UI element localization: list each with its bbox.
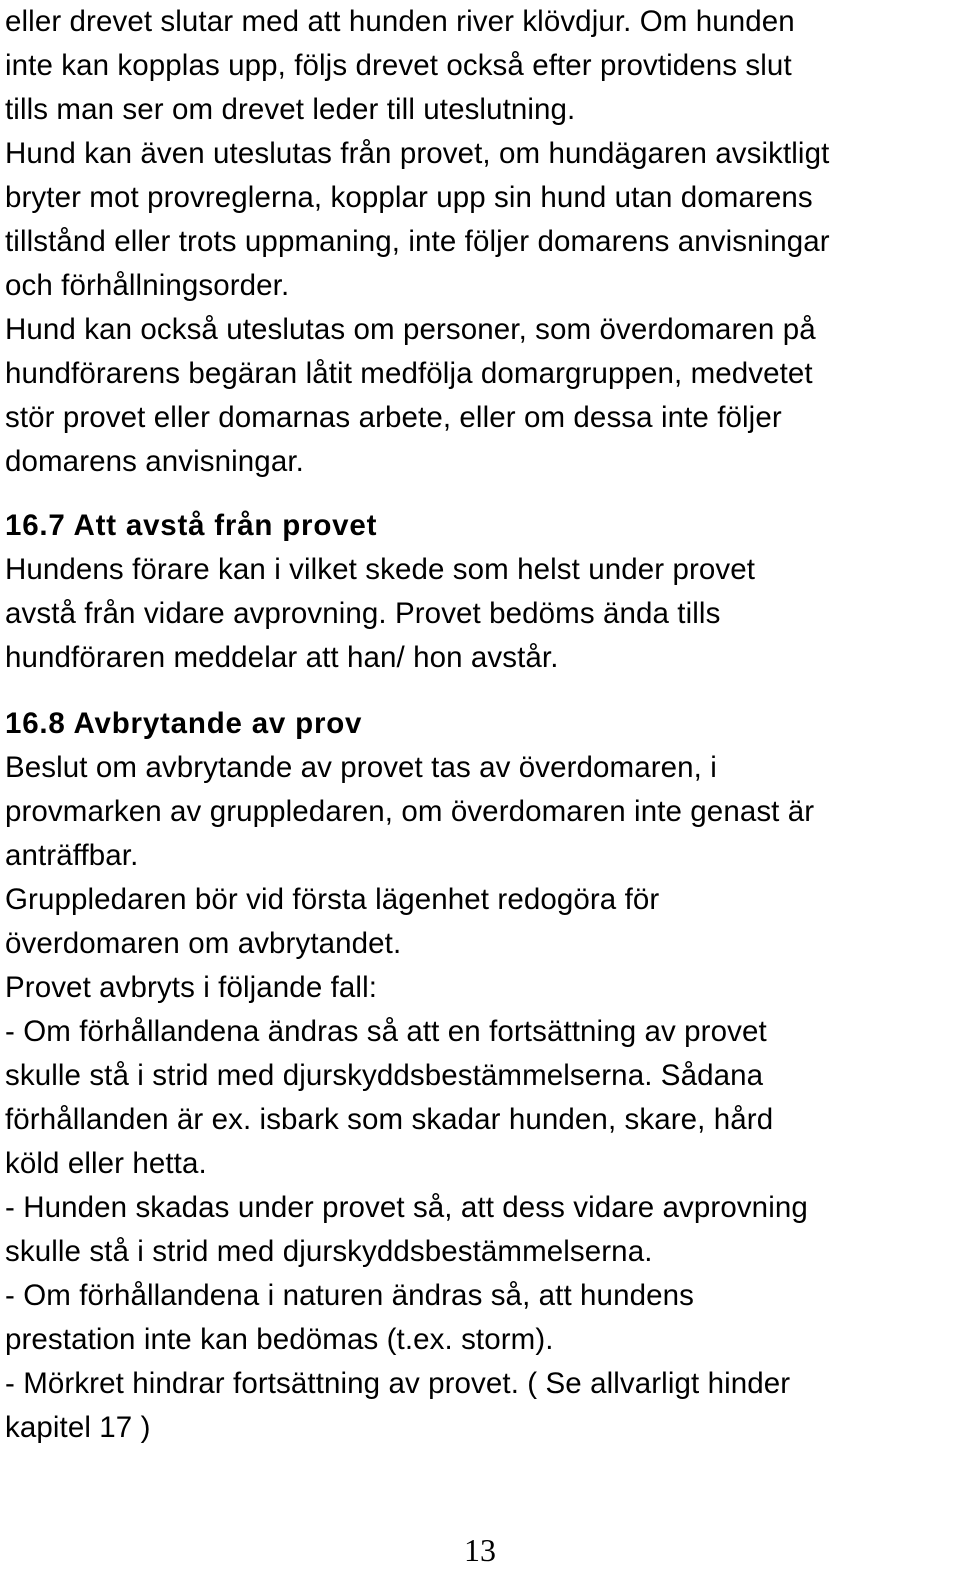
paragraph-line: hundförarens begäran låtit medfölja domargruppen, medvetet	[5, 357, 813, 390]
section-spacer	[5, 484, 955, 504]
list-item-line: förhållanden är ex. isbark som skadar hunden, skare, hård	[5, 1103, 774, 1136]
list-item-line: - Hunden skadas under provet så, att dess vidare avprovning	[5, 1191, 808, 1224]
section-spacer	[5, 680, 955, 702]
list-item-line: - Mörkret hindrar fortsättning av provet. ( Se allvarligt hinder	[5, 1367, 791, 1400]
paragraph-line: stör provet eller domarnas arbete, eller om dessa inte följer	[5, 401, 782, 434]
document-page	[5, 0, 955, 1450]
section-16-7	[5, 504, 955, 680]
list-item-line: prestation inte kan bedömas (t.ex. storm).	[5, 1323, 554, 1356]
list-item-line: - Om förhållandena ändras så att en fortsättning av provet	[5, 1015, 767, 1048]
paragraph-line: inte kan kopplas upp, följs drevet också efter provtidens slut	[5, 49, 792, 82]
paragraph-line: överdomaren om avbrytandet.	[5, 927, 402, 960]
paragraph-line: avstå från vidare avprovning. Provet bedöms ända tills	[5, 597, 721, 630]
paragraph-line: tillstånd eller trots uppmaning, inte följer domarens anvisningar	[5, 225, 830, 258]
page-number: 13	[464, 1532, 496, 1568]
paragraph-line: och förhållningsorder.	[5, 269, 290, 302]
paragraph-line: Hund kan också uteslutas om personer, som överdomaren på	[5, 313, 816, 346]
section-heading: 16.8 Avbrytande av prov	[5, 707, 363, 740]
paragraph-line: domarens anvisningar.	[5, 445, 304, 478]
paragraph-line: Hund kan även uteslutas från provet, om hundägaren avsiktligt	[5, 137, 830, 170]
list-item-line: kapitel 17 )	[5, 1411, 151, 1444]
section-16-8	[5, 702, 955, 1450]
paragraph-line: Gruppledaren bör vid första lägenhet redogöra för	[5, 883, 660, 916]
paragraph-line: tills man ser om drevet leder till uteslutning.	[5, 93, 576, 126]
list-item-line: skulle stå i strid med djurskyddsbestämmelserna.	[5, 1235, 653, 1268]
paragraph-line: Provet avbryts i följande fall:	[5, 971, 378, 1004]
paragraph-line: hundföraren meddelar att han/ hon avstår.	[5, 641, 559, 674]
paragraph-line: provmarken av gruppledaren, om överdomaren inte genast är	[5, 795, 815, 828]
list-item-line: köld eller hetta.	[5, 1147, 207, 1180]
list-item-line: - Om förhållandena i naturen ändras så, att hundens	[5, 1279, 694, 1312]
paragraph-line: Beslut om avbrytande av provet tas av överdomaren, i	[5, 751, 717, 784]
list-item-line: skulle stå i strid med djurskyddsbestämmelserna. Sådana	[5, 1059, 764, 1092]
text-block-exclusion	[5, 0, 955, 484]
paragraph-line: Hundens förare kan i vilket skede som helst under provet	[5, 553, 756, 586]
section-heading: 16.7 Att avstå från provet	[5, 509, 378, 542]
paragraph-line: bryter mot provreglerna, kopplar upp sin hund utan domarens	[5, 181, 813, 214]
paragraph-line: eller drevet slutar med att hunden river klövdjur. Om hunden	[5, 5, 795, 38]
paragraph-line: anträffbar.	[5, 839, 139, 872]
